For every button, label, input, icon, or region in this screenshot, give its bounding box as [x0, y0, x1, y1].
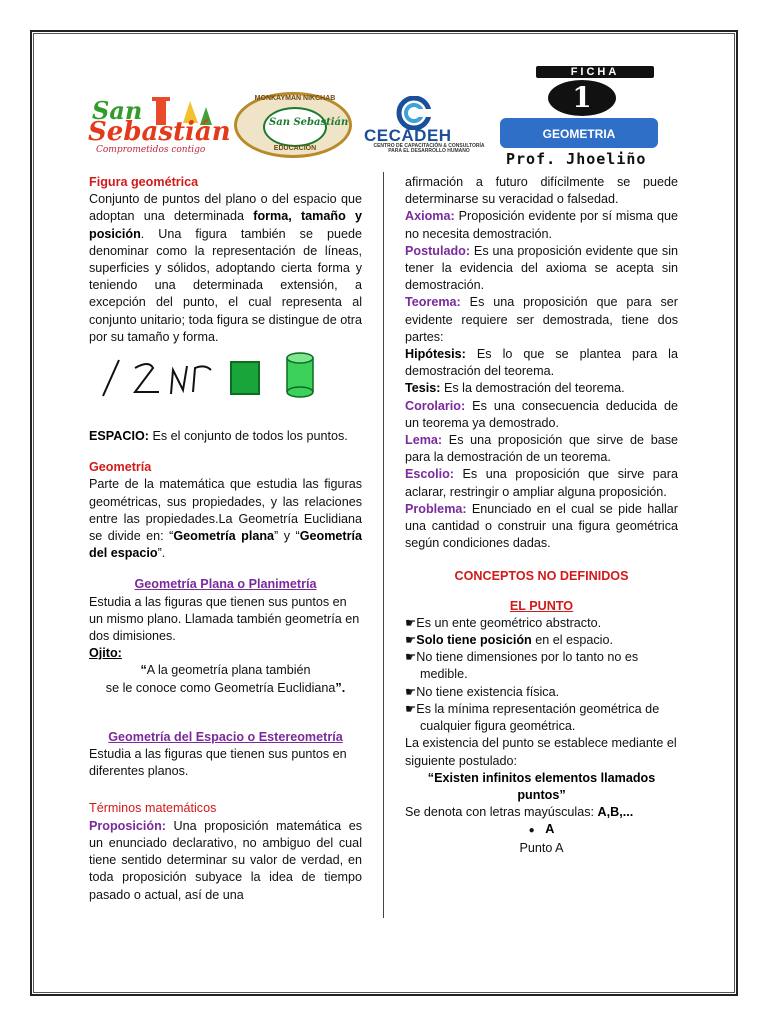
teacher-name: Prof. Jhoeliño	[506, 150, 647, 168]
hipotesis-definition: Hipótesis: Es lo que se plantea para la demostración del teorema.	[405, 347, 678, 379]
point-a-marker: ● A	[528, 822, 555, 837]
ojito-quote-line1: “A la geometría plana también	[140, 663, 311, 678]
ficha-number: 1	[548, 80, 616, 116]
punto-title: EL PUNTO	[509, 598, 574, 613]
punto-bullet-4: ☛No tiene existencia física.	[405, 684, 560, 699]
figura-title: Figura geométrica	[89, 175, 199, 189]
seal-bottom-text: EDUCACIÓN	[273, 145, 317, 152]
existencia-paragraph: La existencia del punto se establece mediante el siguiente postulado:	[405, 736, 677, 768]
cylinder-figure-icon	[287, 353, 313, 397]
logo1-tagline: Comprometidos contigo	[96, 145, 206, 155]
figura-paragraph: Conjunto de puntos del plano o del espacio que adoptan una determinada forma, tamaño y posición. Una figura también se puede denominar como la representación de líneas, superficies y sólidos, adoptando cierta forma y teniendo una determinada extensión, a excepción del punto, el cual representa al conjunto unitario; toda figura se distingue de otra por su tamaño y forma.	[89, 192, 362, 344]
education-seal-logo	[234, 92, 352, 158]
conceptos-title: CONCEPTOS NO DEFINIDOS	[454, 569, 629, 584]
pointing-hand-icon: ☛	[405, 701, 417, 716]
figures-illustration	[89, 346, 362, 408]
line-figure-icon	[103, 360, 119, 396]
lema-definition: Lema: Es una proposición que sirve de base para la demostración de un teorema.	[405, 433, 678, 465]
ojito-quote-line2: se le conoce como Geometría Euclidiana”.	[105, 680, 346, 695]
pointing-hand-icon: ☛	[405, 684, 417, 699]
column-divider	[383, 172, 384, 918]
logo1-line1: San	[92, 96, 143, 125]
teorema-definition: Teorema: Es una proposición que para ser evidente requiere ser demostrada, tiene dos partes:	[405, 295, 678, 344]
ojito-label: Ojito:	[89, 646, 122, 661]
pointing-hand-icon: ☛	[405, 650, 417, 665]
point-dot-icon: ●	[528, 825, 535, 837]
espacio-geo-title: Geometría del Espacio o Estereometría	[108, 729, 343, 744]
left-column	[89, 174, 362, 904]
plana-paragraph: Estudia a las figuras que tienen sus puntos en un mismo plano. Llamada también geometría en dos dimisiones.	[89, 594, 360, 644]
problema-definition: Problema: Enunciado en el cual se pide hallar una cantidad o construir una figura geométrica según condiciones dadas.	[405, 501, 678, 551]
seal-center-text: San Sebastián	[269, 117, 349, 128]
terminos-title: Términos matemáticos	[89, 801, 217, 816]
geometria-paragraph: Parte de la matemática que estudia las figuras geométricas, sus propiedades, y las relaciones entre las propiedades.La Geometría Euclidiana se divide en: “Geometría plana” y “Geometría del espacio”.	[89, 477, 363, 561]
cecadeh-emblem-icon	[362, 96, 490, 130]
corolario-definition: Corolario: Es una consecuencia deducida de un teorema ya demostrado.	[405, 398, 678, 430]
pointing-hand-icon: ☛	[405, 633, 417, 648]
denota-paragraph: Se denota con letras mayúsculas: A,B,...	[405, 805, 634, 820]
escolio-definition: Escolio: Es una proposición que sirve para aclarar, restringir o ampliar alguna proposición.	[405, 467, 678, 499]
zigzag-figure-icon	[135, 364, 159, 392]
punto-bullet-1: ☛Es un ente geométrico abstracto.	[405, 615, 602, 630]
point-a-caption: Punto A	[519, 840, 564, 855]
axioma-definition: Axioma: Proposición evidente por sí misma que no necesita demostración.	[405, 209, 678, 241]
cecadeh-name: CECADEH	[364, 126, 452, 145]
punto-bullet-2: ☛Solo tiene posición en el espacio.	[405, 633, 613, 648]
right-column	[405, 174, 678, 857]
logo1-line2: Sebastián	[88, 117, 231, 147]
san-sebastian-logo	[88, 95, 231, 161]
square-figure-icon	[231, 362, 259, 394]
seal-top-text: MONKAYMAN NIKCHAB	[254, 95, 336, 102]
cecadeh-logo	[362, 96, 490, 158]
espacio-definition: ESPACIO: Es el conjunto de todos los puntos.	[89, 429, 348, 444]
plana-title: Geometría Plana o Planimetría	[134, 577, 317, 592]
espacio-geo-paragraph: Estudia a las figuras que tienen sus puntos en diferentes planos.	[89, 747, 347, 779]
cecadeh-subtitle: CENTRO DE CAPACITACIÓN & CONSULTORÍA PARA EL DESARROLLO HUMANO	[373, 143, 485, 154]
proposicion-continuation: afirmación a futuro difícilmente se puede determinarse su veracidad o falsedad.	[405, 175, 678, 207]
ficha-label: FICHA	[536, 66, 654, 78]
punto-bullet-3: ☛No tiene dimensiones por lo tanto no es medible.	[405, 650, 639, 682]
proposicion-paragraph: Proposición: Una proposición matemática es un enunciado declarativo, no ambiguo del cual tiene sentido determinar su valor de verdad, en toda proposición subyace la idea de tiempo pasado o actual, así de una	[89, 818, 362, 902]
tesis-definition: Tesis: Es la demostración del teorema.	[405, 381, 625, 396]
pointing-hand-icon: ☛	[405, 615, 417, 630]
geometria-title: Geometría	[89, 460, 152, 475]
punto-bullet-5: ☛Es la mínima representación geométrica de cualquier figura geométrica.	[405, 701, 660, 734]
curve-figure-icon	[171, 366, 211, 394]
postulado-quote: “Existen infinitos elementos llamados puntos”	[427, 770, 656, 802]
postulado-definition: Postulado: Es una proposición evidente que sin tener la evidencia del axioma se acepta sin demostración.	[405, 243, 678, 293]
subject-banner: GEOMETRIA	[500, 118, 658, 148]
